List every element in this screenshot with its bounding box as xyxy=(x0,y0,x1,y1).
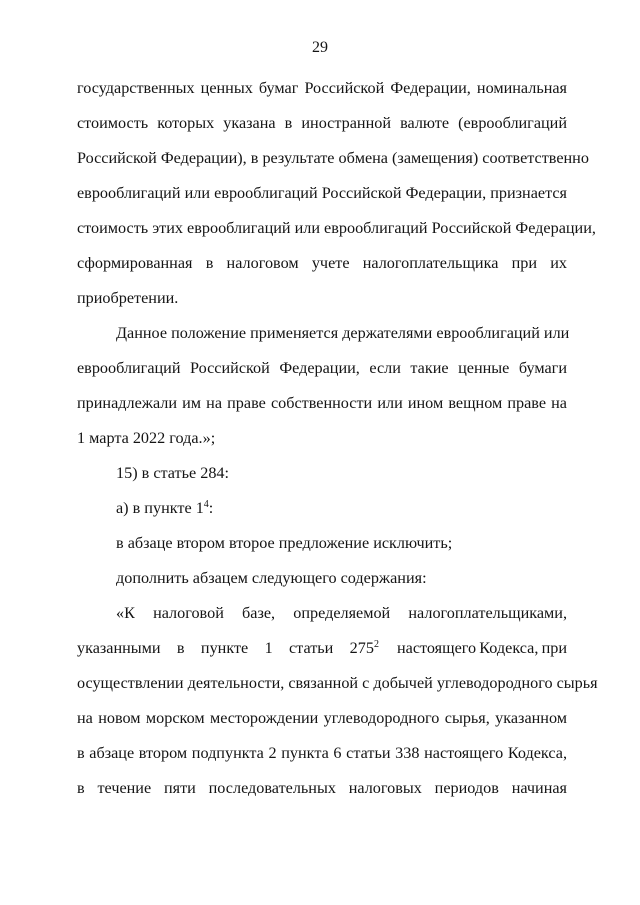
text-line: в абзаце втором второе предложение исключить; xyxy=(116,534,453,552)
text-line: стоимость которых указана в иностранной валюте (еврооблигаций xyxy=(77,114,567,132)
subitem-a xyxy=(116,498,567,518)
line-part-1 xyxy=(77,638,379,658)
superscript: 2 xyxy=(373,639,379,650)
word-group: $275^2$ xyxy=(349,639,379,657)
text-line: еврооблигаций Российской Федерации, если такие ценные бумаги xyxy=(77,359,567,377)
word-group: статьи xyxy=(289,639,334,657)
text-line: осуществлении деятельности, связанной с добычей углеводородного сырья xyxy=(77,674,598,692)
line-part-2 xyxy=(397,638,567,658)
text-line: приобретении. xyxy=(77,289,179,307)
superscript: 4 xyxy=(203,499,209,510)
list-item-15: 15) в статье 284: xyxy=(116,464,230,482)
word-group: пункте xyxy=(200,639,249,657)
paragraph-first-line: Данное положение применяется держателями еврооблигаций или xyxy=(116,324,570,342)
word-group: при xyxy=(541,639,567,657)
text-line: Российской Федерации), в результате обмена (замещения) соответственно xyxy=(77,149,589,167)
word-group: указанными xyxy=(77,639,161,657)
text-line: на новом морском месторождении углеводородного сырья, указанном xyxy=(77,709,567,727)
text-line-with-superscript xyxy=(77,638,567,658)
text-line: в абзаце втором подпункта 2 пункта 6 статьи 338 настоящего Кодекса, xyxy=(77,744,567,762)
text-line: сформированная в налоговом учете налогоплательщика при их xyxy=(77,254,567,272)
text-line: дополнить абзацем следующего содержания: xyxy=(116,569,427,587)
subitem-a-text: а) в пункте 1 xyxy=(116,499,204,517)
text-line: принадлежали им на праве собственности или ином вещном праве на xyxy=(77,394,567,412)
quote-first-line: «К налоговой базе, определяемой налогоплательщиками, xyxy=(116,604,567,622)
word-group: в xyxy=(176,639,185,657)
word-group: Кодекса, xyxy=(479,639,539,657)
text-line: еврооблигаций или еврооблигаций Российской Федерации, признается xyxy=(77,184,567,202)
word-group: настоящего xyxy=(397,639,477,657)
text-line: стоимость этих еврооблигаций или еврооблигаций Российской Федерации, xyxy=(77,219,596,237)
text-line: 1 марта 2022 года.»; xyxy=(77,429,216,447)
page-number: 29 xyxy=(312,39,328,56)
word-group: 1 xyxy=(264,639,273,657)
text-line: государственных ценных бумаг Российской Федерации, номинальная xyxy=(77,79,567,97)
text-line: в течение пяти последовательных налоговых периодов начиная xyxy=(77,779,567,797)
colon: : xyxy=(208,499,214,517)
